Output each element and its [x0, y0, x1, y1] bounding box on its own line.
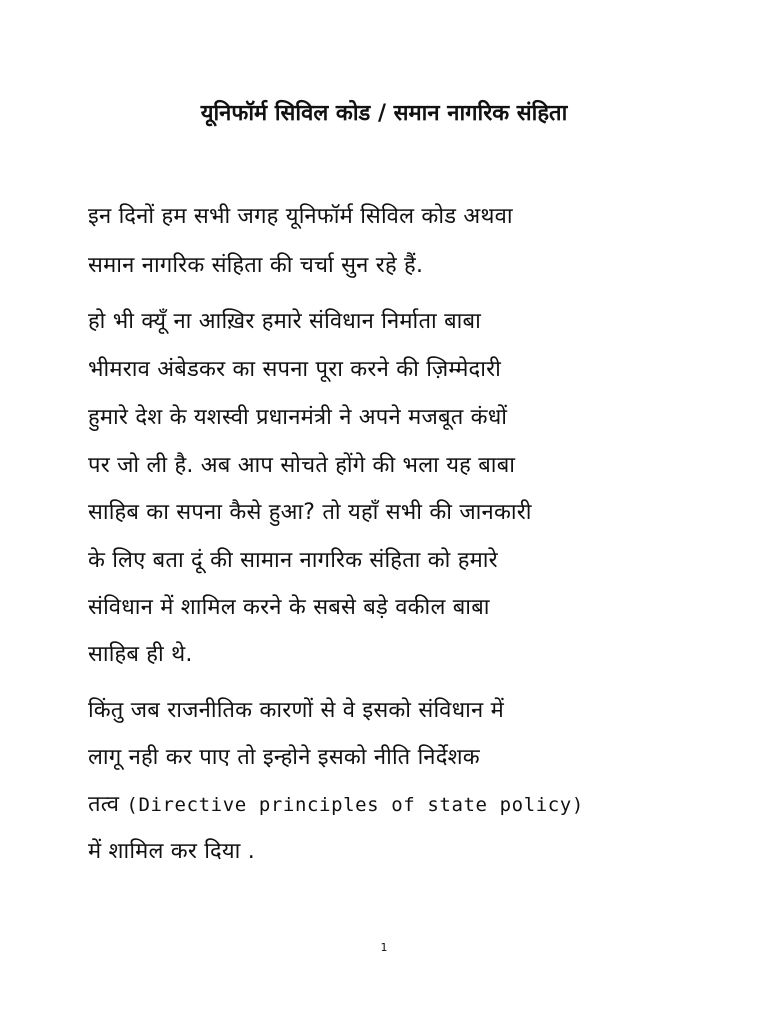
paragraph-2-line-3: हुमारे देश के यशस्वी प्रधानमंत्री ने अपने मजबूत कंधों [88, 405, 508, 430]
paragraph-2-line-1: हो भी क्यूँ ना आख़िर हमारे संविधान निर्माता बाबा [88, 309, 481, 334]
paragraph-2-line-6: के लिए बता दूं की सामान नागरिक संहिता को हमारे [88, 548, 498, 573]
paragraph-3-english-term: (Directive principles of state policy) [126, 794, 584, 816]
paragraph-2-line-5: साहिब का सपना कैसे हुआ? तो यहाँ सभी की जानकारी [88, 500, 532, 525]
paragraph-3-line-3 [88, 789, 584, 821]
paragraph-3-hindi-word: तत्व [88, 792, 120, 817]
document-title: यूनिफॉर्म सिविल कोड / समान नागरिक संहिता [200, 101, 568, 126]
paragraph-3-line-1: किंतु जब राजनीतिक कारणों से वे इसको संविधान में [88, 698, 504, 723]
paragraph-2-line-2: भीमराव अंबेडकर का सपना पूरा करने की ज़िम्मेदारी [88, 357, 502, 382]
paragraph-1-line-1: इन दिनों हम सभी जगह यूनिफॉर्म सिविल कोड अथवा [88, 204, 513, 229]
page-number: 1 [380, 941, 388, 954]
paragraph-3-line-4: में शामिल कर दिया . [88, 839, 255, 864]
paragraph-2-line-4: पर जो ली है. अब आप सोचते होंगे की भला यह बाबा [88, 453, 516, 478]
paragraph-2-line-8: साहिब ही थे. [88, 642, 193, 667]
paragraph-2-line-7: संविधान में शामिल करने के सबसे बड़े वकील बाबा [88, 595, 490, 620]
paragraph-1-line-2: समान नागरिक संहिता की चर्चा सुन रहे हैं. [88, 253, 424, 278]
paragraph-3-line-2: लागू नही कर पाए तो इन्होने इसको नीति निर्देशक [88, 745, 480, 770]
